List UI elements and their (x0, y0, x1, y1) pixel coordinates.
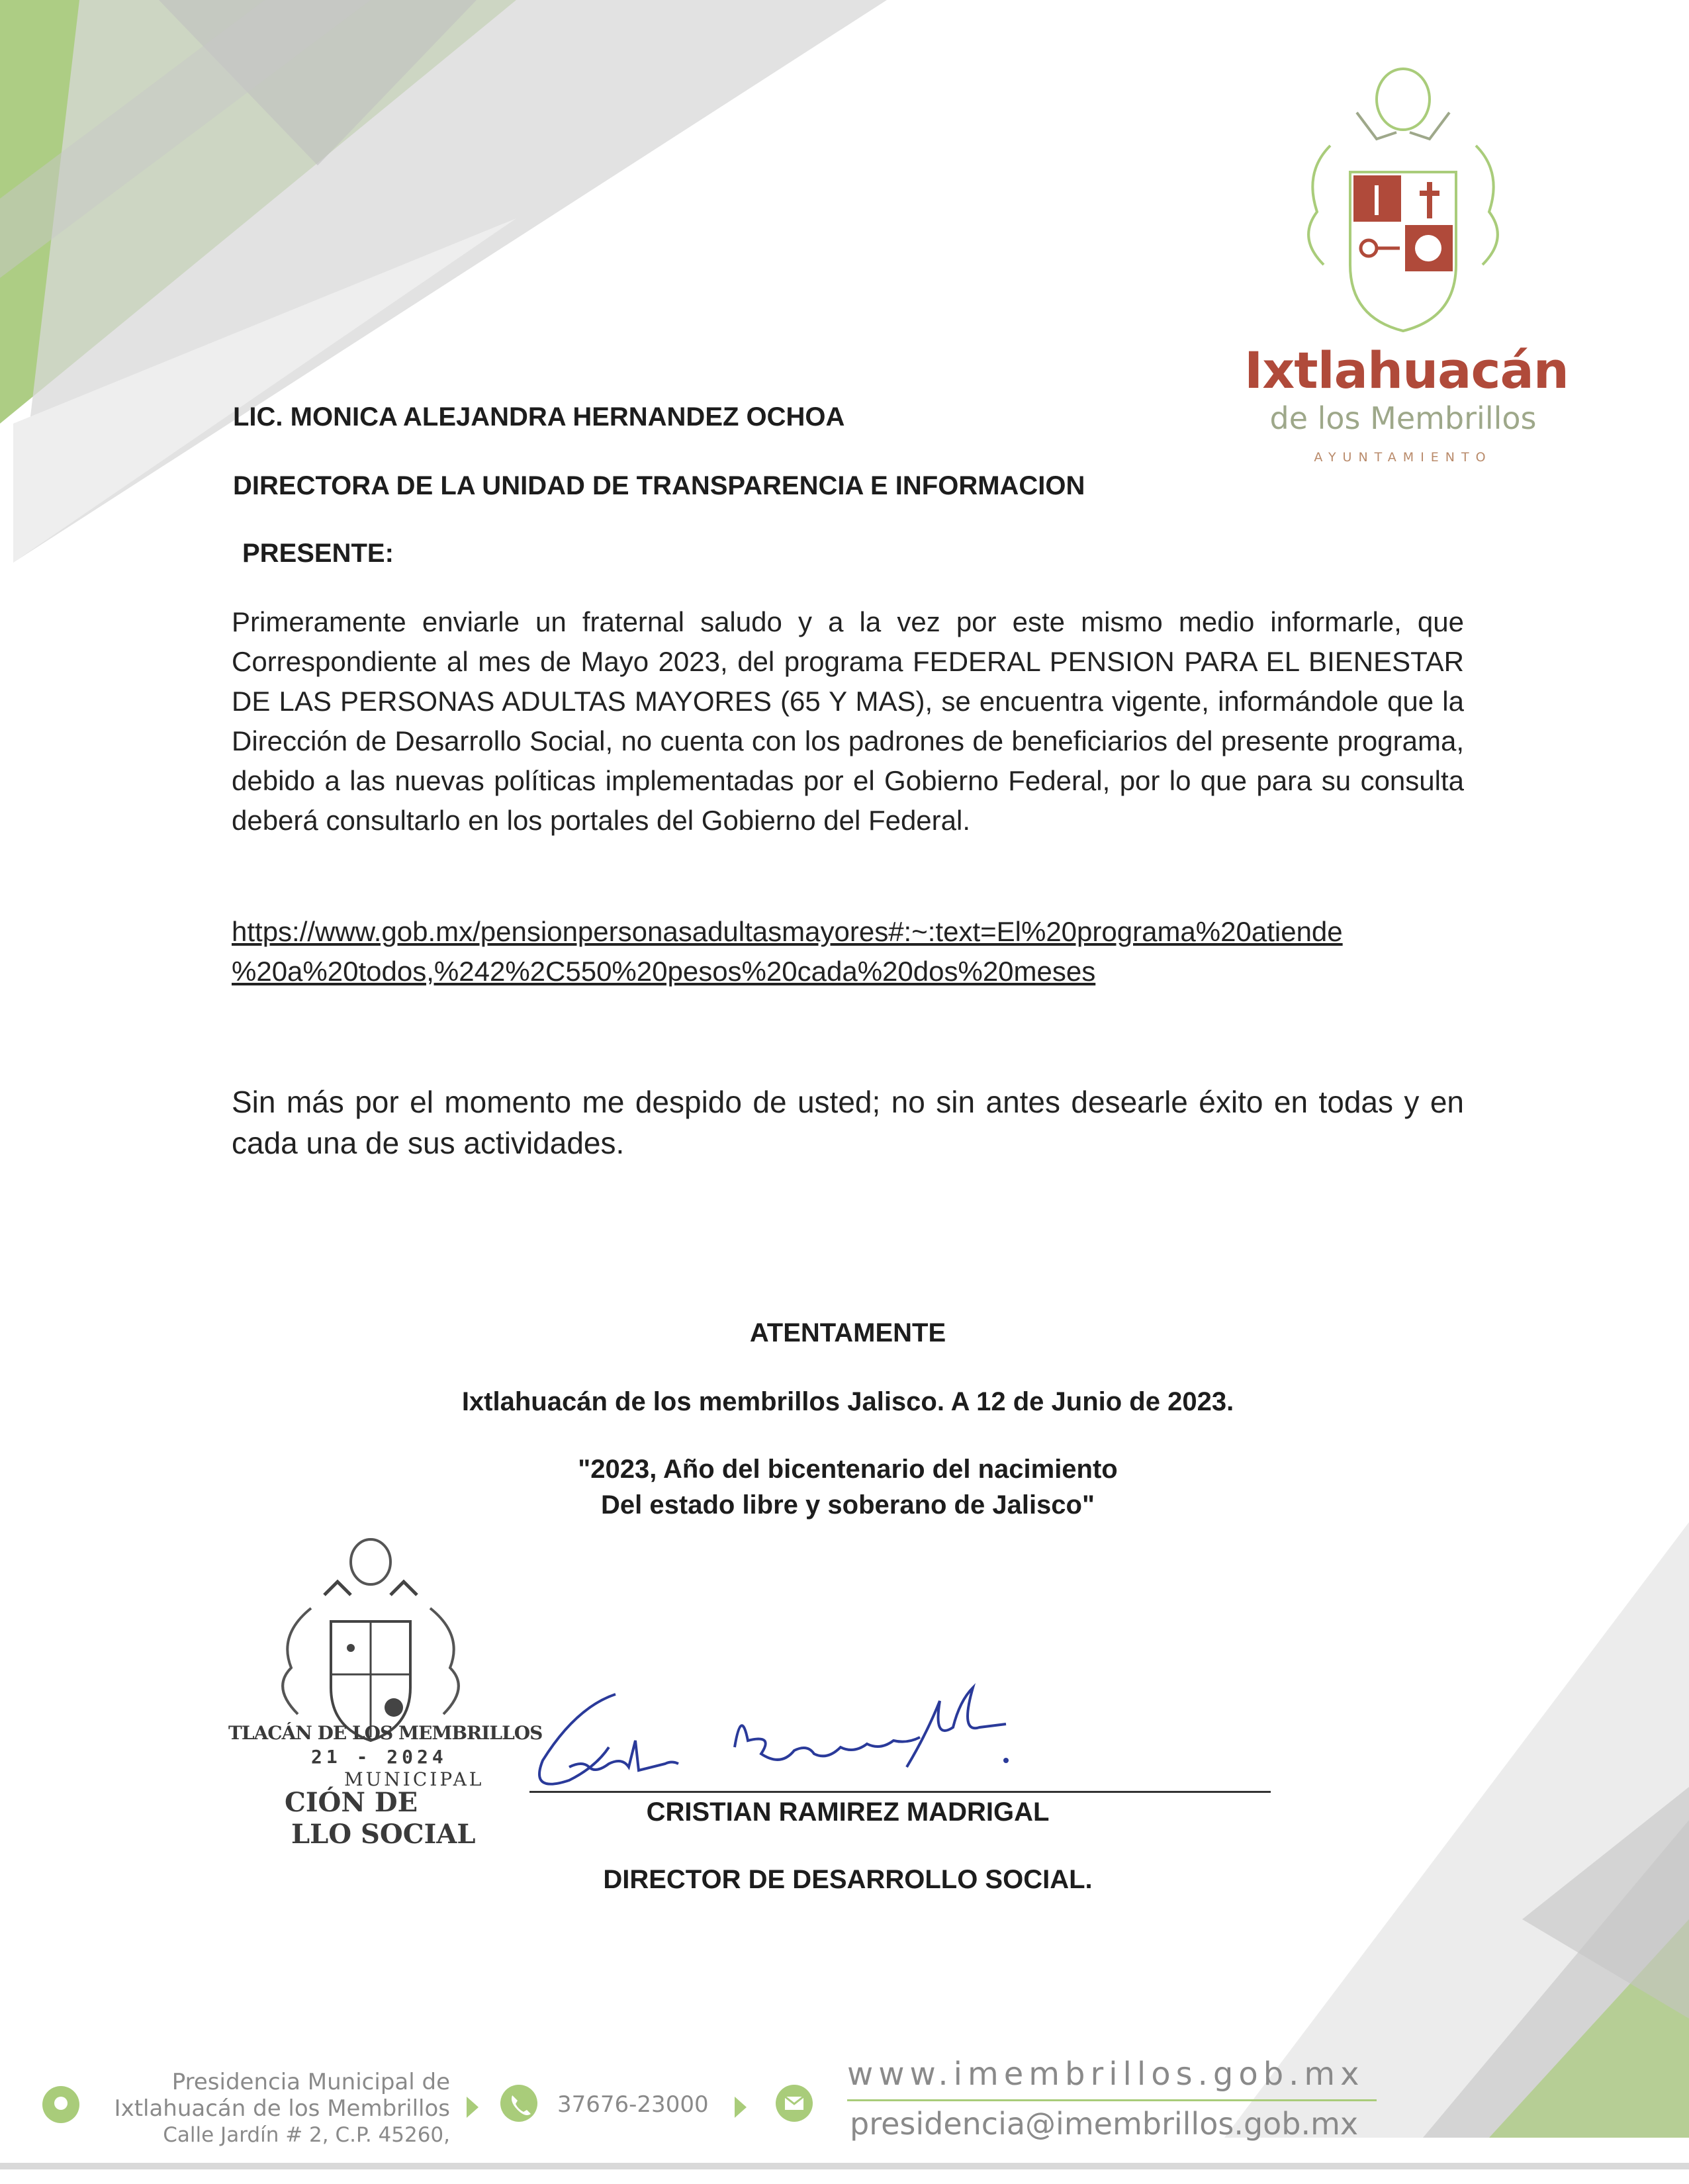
footer-arrow-2 (735, 2097, 747, 2118)
footer-org-block (93, 2069, 450, 2148)
footer-org-line2: Ixtlahuacán de los Membrillos (114, 2095, 450, 2122)
logo-wordmark: Ixtlahuacán (1244, 341, 1569, 400)
greeting: PRESENTE: (242, 539, 394, 568)
footer-email[interactable]: presidencia@imembrillos.gob.mx (850, 2106, 1359, 2142)
footer-arrow-1 (467, 2097, 479, 2118)
signature-line (529, 1791, 1271, 1793)
program-link-line-1[interactable]: https://www.gob.mx/pensionpersonasadultasmayores#:~:text=El%20programa%20atiende (232, 916, 1343, 947)
mail-icon (776, 2085, 813, 2122)
signer-name: CRISTIAN RAMIREZ MADRIGAL (646, 1797, 1050, 1827)
logo-subtitle: de los Membrillos (1269, 400, 1537, 436)
stamp-text-2: 21 - 2024 (311, 1746, 447, 1768)
body-paragraph: Primeramente enviarle un fraternal saludo y a la vez por este mismo medio informarle, que Correspondiente al mes de Mayo 2023, del programa FEDERAL PENSION PARA EL BIENESTAR DE LAS PERSONAS ADULTAS MAYORES (65 Y MAS), se encuentra vigente, informándole que la Dirección de Desarrollo Social, no cuenta con los padrones de beneficiarios del presente programa, debido a las nuevas políticas implementadas por el Gobierno Federal, por lo que para su consulta deberá consultarlo en los portales del Gobierno del Federal. (232, 606, 1464, 836)
stamp-text-4: CIÓN DE (285, 1787, 418, 1818)
stamp-text-5: LLO SOCIAL (291, 1819, 476, 1850)
closing-paragraph: Sin más por el momento me despido de usted; no sin antes desearle éxito en todas y en cada una de sus actividades. (232, 1085, 1464, 1160)
atentamente: ATENTAMENTE (749, 1318, 946, 1347)
motto-line-2: Del estado libre y soberano de Jalisco" (601, 1490, 1095, 1520)
footer-divider (847, 2099, 1377, 2101)
signer-title: DIRECTOR DE DESARROLLO SOCIAL. (603, 1865, 1093, 1894)
logo-ayuntamiento: AYUNTAMIENTO (1314, 450, 1492, 465)
municipal-crest-logo (1291, 66, 1516, 344)
program-link-line-2[interactable]: %20a%20todos,%242%2C550%20pesos%20cada%20dos%20meses (232, 956, 1096, 987)
recipient-title: DIRECTORA DE LA UNIDAD DE TRANSPARENCIA E INFORMACION (233, 471, 1085, 500)
signature (516, 1668, 1112, 1800)
phone-icon (500, 2085, 537, 2122)
recipient-name: LIC. MONICA ALEJANDRA HERNANDEZ OCHOA (233, 402, 845, 432)
footer-org-line1: Presidencia Municipal de (171, 2069, 450, 2095)
footer-phone[interactable]: 37676-23000 (557, 2091, 709, 2118)
motto-line-1: "2023, Año del bicentenario del nacimiento (578, 1455, 1118, 1484)
stamp-text-3: MUNICIPAL (344, 1768, 484, 1790)
place-date: Ixtlahuacán de los membrillos Jalisco. A 12 de Junio de 2023. (461, 1387, 1234, 1416)
location-pin-icon (42, 2086, 79, 2123)
footer-address: Calle Jardín # 2, C.P. 45260, (163, 2123, 450, 2147)
footer-website[interactable]: www.imembrillos.gob.mx (847, 2056, 1365, 2093)
stamp-text-1: TLACÁN DE LOS MEMBRILLOS (228, 1722, 543, 1744)
